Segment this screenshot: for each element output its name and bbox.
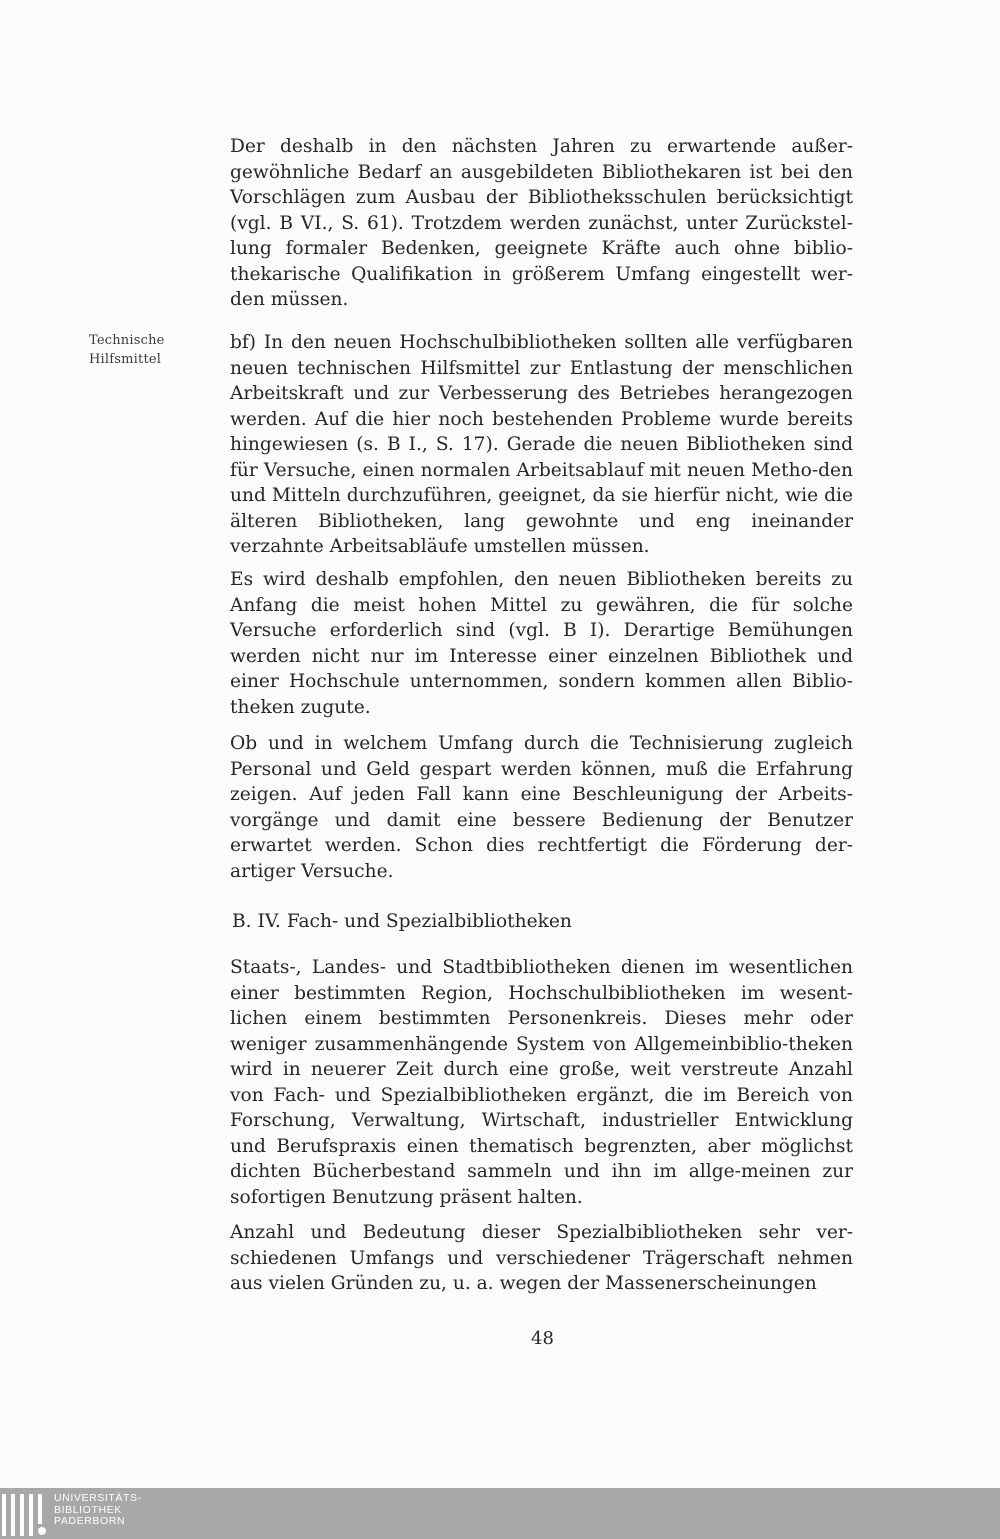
section-heading: B. IV. Fach- und Spezialbibliotheken — [232, 911, 572, 932]
library-name-line3: PADERBORN — [54, 1515, 126, 1527]
paragraph-versuche-empfehlung: Es wird deshalb empfohlen, den neuen Bibliotheken bereits zu Anfang die meist hohen Mittel zu gewähren, die für solche Versuche erforderlich sind (vgl. B I). Derartige Bemühungen werden nicht nur im Interesse einer einzelnen Bibliothek und einer Hochschule unternommen, sondern kommen allen Biblio-theken zugute. — [230, 569, 853, 718]
margin-note: Technische Hilfsmittel — [89, 333, 165, 367]
library-footer-banner — [0, 1488, 1000, 1539]
library-name-line2: BIBLIOTHEK — [54, 1503, 122, 1516]
page-number: 48 — [531, 1328, 554, 1349]
library-name — [54, 1493, 142, 1528]
paragraph-spezialbibliotheken: Anzahl und Bedeutung dieser Spezialbibliotheken sehr ver-schiedenen Umfangs und verschiedener Trägerschaft nehmen aus vielen Gründen zu, u. a. wegen der Massenerscheinungen — [230, 1222, 853, 1294]
library-name-line1: UNIVERSITÄTS- — [54, 1492, 142, 1504]
library-logo-icon — [0, 1494, 44, 1536]
paragraph-technisierung: Ob und in welchem Umfang durch die Technisierung zugleich Personal und Geld gespart werden können, muß die Erfahrung zeigen. Auf jeden Fall kann eine Beschleunigung der Arbeits-vorgänge und damit eine bessere Bedienung der Benutzer erwartet werden. Schon dies rechtfertigt die Förderung der-artiger Versuche. — [230, 733, 853, 882]
paragraph-bibliothekare: Der deshalb in den nächsten Jahren zu erwartende außer-gewöhnliche Bedarf an ausgebildeten Bibliothekaren ist bei den Vorschlägen zum Ausbau der Bibliotheksschulen berücksichtigt (vgl. B VI., S. 61). Trotzdem werden zunächst, unter Zurückstel-lung formaler Bedenken, geeignete Kräfte auch ohne biblio-thekarische Qualifikation in größerem Umfang eingestellt wer-den müssen. — [230, 136, 853, 310]
paragraph-allgemeinbibliotheken: Staats-, Landes- und Stadtbibliotheken dienen im wesentlichen einer bestimmten Region, Hochschulbibliotheken im wesent-lichen einem bestimmten Personenkreis. Dieses mehr oder weniger zusammenhängende System von Allgemeinbiblio-theken wird in neuerer Zeit durch eine große, weit verstreute Anzahl von Fach- und Spezialbibliotheken ergänzt, die im Bereich von Forschung, Verwaltung, Wirtschaft, industrieller Entwicklung und Berufspraxis einen thematisch begrenzten, aber möglichst dichten Bücherbestand sammeln und ihn im allge-meinen zur sofortigen Benutzung präsent halten. — [230, 957, 853, 1208]
paragraph-technische-hilfsmittel: bf) In den neuen Hochschulbibliotheken sollten alle verfügbaren neuen technischen Hilfsmittel zur Entlastung der menschlichen Arbeitskraft und zur Verbesserung des Betriebes herangezogen werden. Auf die hier noch bestehenden Probleme wurde bereits hingewiesen (s. B I., S. 17). Gerade die neuen Bibliotheken sind für Versuche, einen normalen Arbeitsablauf mit neuen Metho-den und Mitteln durchzuführen, geeignet, da sie hierfür nicht, wie die älteren Bibliotheken, lang gewohnte und eng ineinander verzahnte Arbeitsabläufe umstellen müssen. — [230, 332, 853, 557]
